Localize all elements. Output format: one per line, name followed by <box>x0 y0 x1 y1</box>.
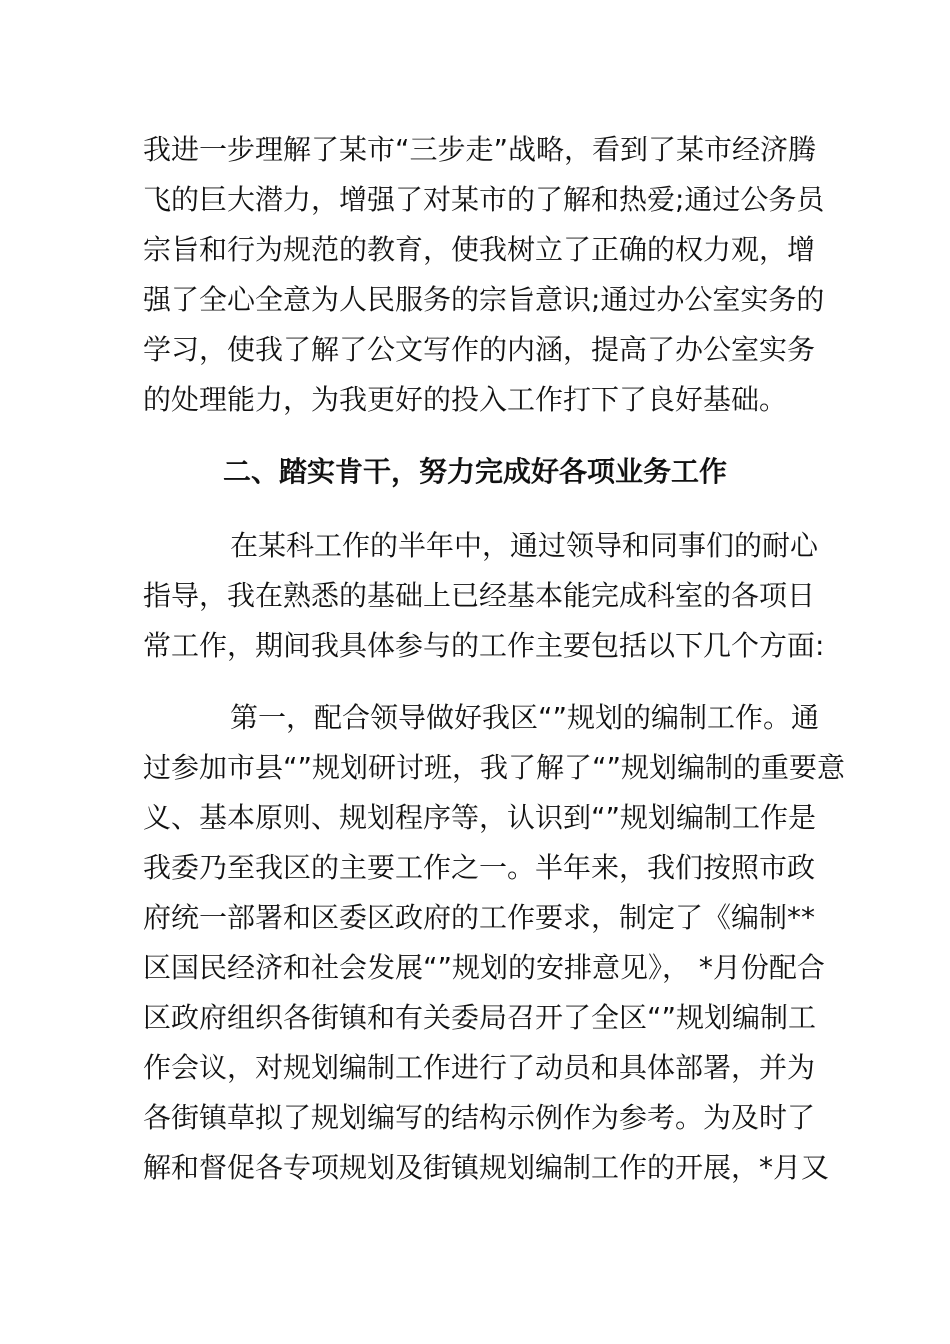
paragraph-1-line-1: 我进一步理解了某市“三步走”战略，看到了某市经济腾 <box>143 133 817 166</box>
paragraph-2-line-2: 指导，我在熟悉的基础上已经基本能完成科室的各项日 <box>143 579 816 612</box>
section-heading: 二、踏实肯干，努力完成好各项业务工作 <box>222 455 727 488</box>
paragraph-3-line-5: 府统一部署和区委区政府的工作要求，制定了《编制** <box>143 901 816 934</box>
paragraph-3-line-6: 区国民经济和社会发展“”规划的安排意见》， *月份配合 <box>143 951 825 984</box>
paragraph-3-line-7: 区政府组织各街镇和有关委局召开了全区“”规划编制工 <box>143 1001 817 1034</box>
paragraph-3-line-9: 各街镇草拟了规划编写的结构示例作为参考。为及时了 <box>143 1101 816 1134</box>
paragraph-3-line-8: 作会议，对规划编制工作进行了动员和具体部署，并为 <box>143 1051 816 1084</box>
paragraph-1-line-4: 强了全心全意为人民服务的宗旨意识;通过办公室实务的 <box>143 283 825 316</box>
paragraph-3-line-2: 过参加市县“”规划研讨班，我了解了“”规划编制的重要意 <box>143 751 846 784</box>
paragraph-1-line-3: 宗旨和行为规范的教育，使我树立了正确的权力观，增 <box>143 233 816 266</box>
paragraph-3-line-10: 解和督促各专项规划及街镇规划编制工作的开展，*月又 <box>143 1151 830 1184</box>
paragraph-1-line-6: 的处理能力，为我更好的投入工作打下了良好基础。 <box>143 383 788 416</box>
paragraph-1-line-5: 学习，使我了解了公文写作的内涵，提高了办公室实务 <box>143 333 816 366</box>
paragraph-3-line-3: 义、基本原则、规划程序等，认识到“”规划编制工作是 <box>143 801 817 834</box>
paragraph-2-line-3: 常工作，期间我具体参与的工作主要包括以下几个方面: <box>143 629 825 662</box>
paragraph-3-line-4: 我委乃至我区的主要工作之一。半年来，我们按照市政 <box>143 851 816 884</box>
paragraph-3-line-1: 第一，配合领导做好我区“”规划的编制工作。通 <box>230 701 820 734</box>
paragraph-1-line-2: 飞的巨大潜力，增强了对某市的了解和热爱;通过公务员 <box>143 183 825 216</box>
paragraph-2-line-1: 在某科工作的半年中，通过领导和同事们的耐心 <box>230 529 819 562</box>
